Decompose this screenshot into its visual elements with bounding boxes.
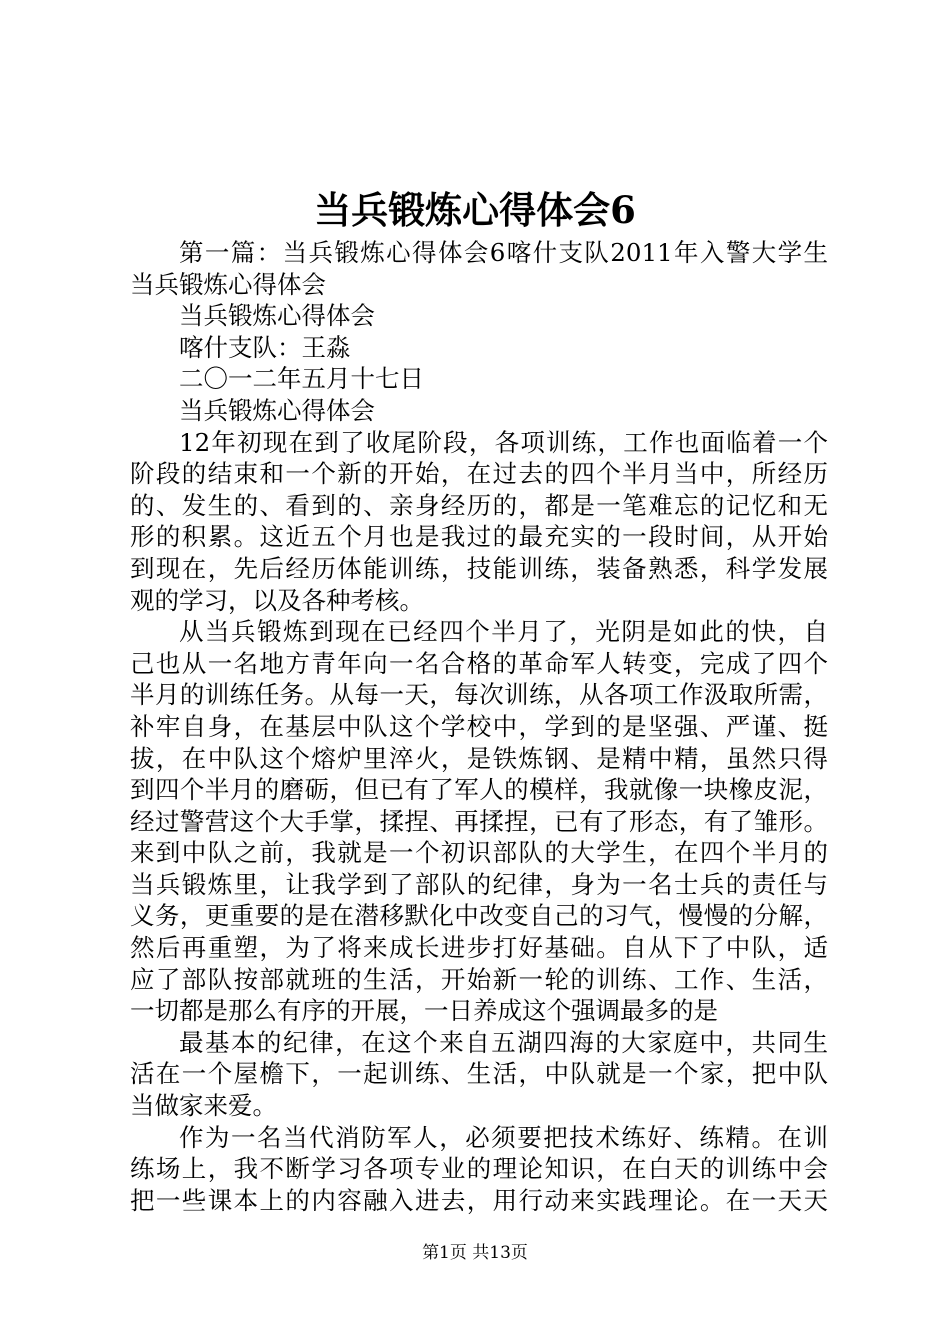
body-text-line: 最基本的纪律，在这个来自五湖四海的大家庭中，共同生 <box>179 1027 828 1057</box>
body-text-line: 应了部队按部就班的生活，开始新一轮的训练、工作、生活， <box>130 964 828 994</box>
body-text-line: 当兵锻炼心得体会 <box>130 269 326 299</box>
body-text-line: 的、发生的、看到的、亲身经历的，都是一笔难忘的记忆和无 <box>130 490 828 520</box>
body-text-line: 当兵锻炼心得体会 <box>179 395 375 425</box>
body-text-line: 形的积累。这近五个月也是我过的最充实的一段时间，从开始 <box>130 522 828 552</box>
body-text-line: 义务，更重要的是在潜移默化中改变自己的习气，慢慢的分解， <box>130 901 828 931</box>
body-text-line: 练场上，我不断学习各项专业的理论知识，在白天的训练中会 <box>130 1154 828 1184</box>
document-title: 当兵锻炼心得体会6 <box>314 188 636 232</box>
body-text-line: 观的学习，以及各种考核。 <box>130 585 424 615</box>
body-text-line: 二〇一二年五月十七日 <box>179 364 424 394</box>
body-text-line: 到四个半月的磨砺，但已有了军人的模样，我就像一块橡皮泥， <box>130 775 828 805</box>
body-text-line: 作为一名当代消防军人，必须要把技术练好、练精。在训 <box>179 1122 828 1152</box>
body-text-line: 到现在，先后经历体能训练，技能训练，装备熟悉，科学发展 <box>130 553 828 583</box>
body-text-line: 当做家来爱。 <box>130 1091 277 1121</box>
body-text-line: 经过警营这个大手掌，揉捏、再揉捏，已有了形态，有了雏形。 <box>130 806 828 836</box>
body-text-line: 从当兵锻炼到现在已经四个半月了，光阴是如此的快，自 <box>179 617 828 647</box>
body-text-line: 一切都是那么有序的开展，一日养成这个强调最多的是 <box>130 996 718 1026</box>
body-text-line: 己也从一名地方青年向一名合格的革命军人转变，完成了四个 <box>130 648 828 678</box>
body-text-line: 喀什支队：王淼 <box>179 332 351 362</box>
body-text-line: 当兵锻炼里，让我学到了部队的纪律，身为一名士兵的责任与 <box>130 869 828 899</box>
body-text-line: 把一些课本上的内容融入进去，用行动来实践理论。在一天天 <box>130 1185 828 1215</box>
body-text-line: 半月的训练任务。从每一天，每次训练，从各项工作汲取所需， <box>130 680 828 710</box>
page-footer: 第1页 共13页 <box>422 1243 528 1263</box>
body-text-line: 然后再重塑，为了将来成长进步打好基础。自从下了中队，适 <box>130 933 828 963</box>
body-text-line: 活在一个屋檐下，一起训练、生活，中队就是一个家，把中队 <box>130 1059 828 1089</box>
body-text-line: 阶段的结束和一个新的开始，在过去的四个半月当中，所经历 <box>130 459 828 489</box>
body-text-line: 拔，在中队这个熔炉里淬火，是铁炼钢、是精中精，虽然只得 <box>130 743 828 773</box>
body-text-line: 来到中队之前，我就是一个初识部队的大学生，在四个半月的 <box>130 838 828 868</box>
body-text-line: 当兵锻炼心得体会 <box>179 301 375 331</box>
body-text-line: 补牢自身，在基层中队这个学校中，学到的是坚强、严谨、挺 <box>130 711 828 741</box>
body-text-line: 第一篇：当兵锻炼心得体会6喀什支队2011年入警大学生 <box>179 238 828 267</box>
body-text-line: 12年初现在到了收尾阶段，各项训练，工作也面临着一个 <box>179 427 828 457</box>
document-body <box>130 237 828 1216</box>
